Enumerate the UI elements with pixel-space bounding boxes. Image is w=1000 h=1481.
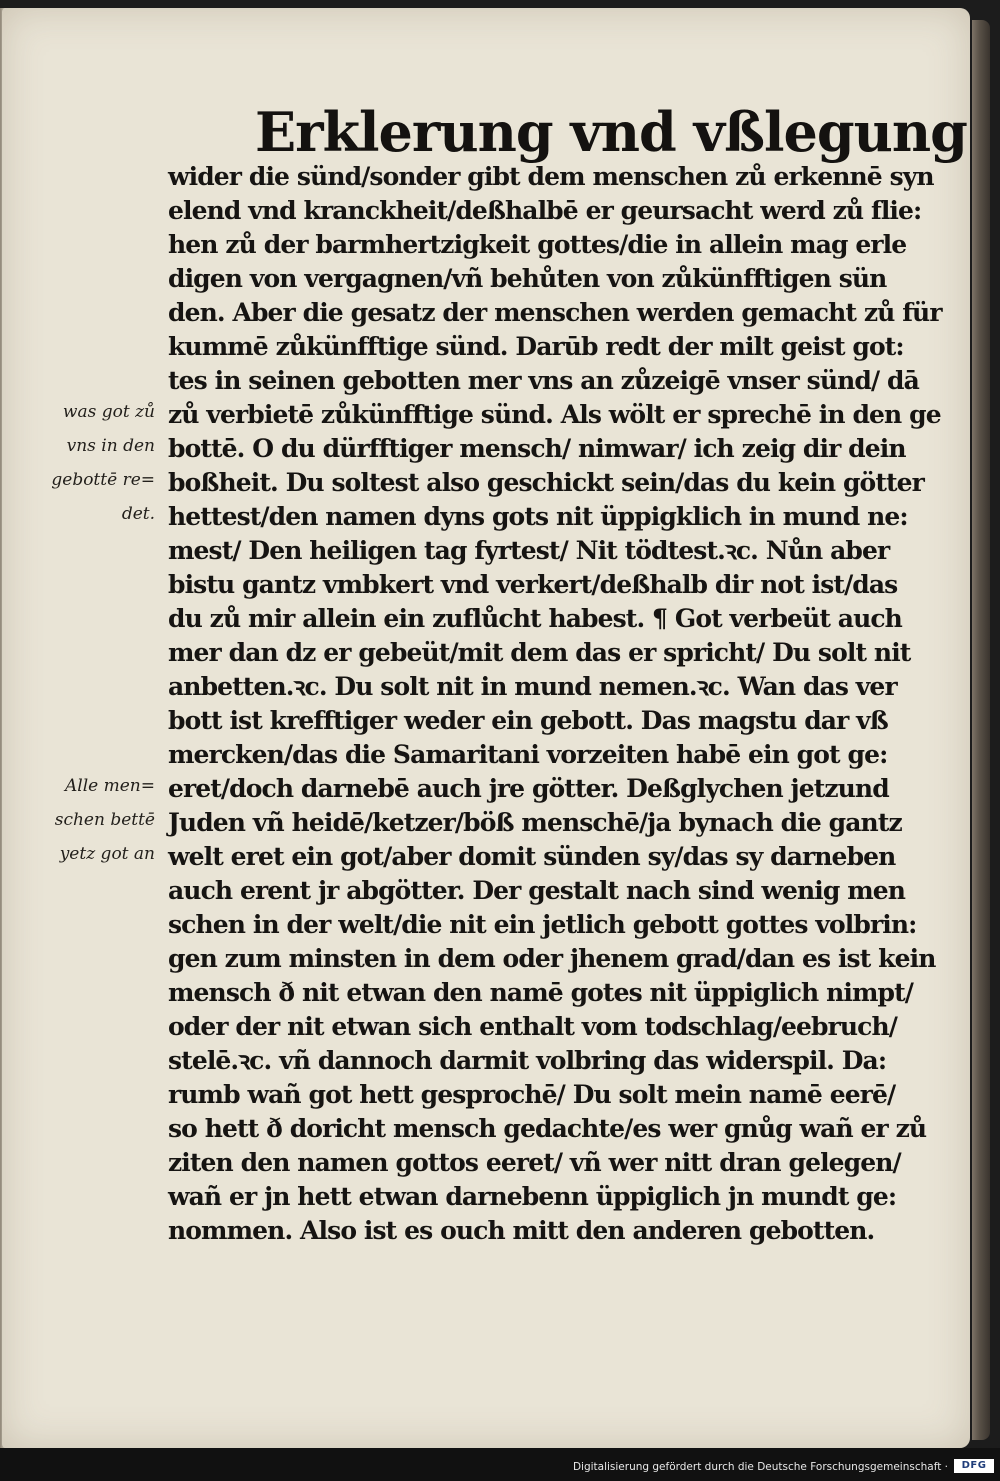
text-line: oder der nit etwan sich enthalt vom todschlag/eebruch/ (168, 1012, 898, 1041)
dfg-logo: DFG (954, 1459, 994, 1473)
text-line: rumb wañ got hett gesprochē/ Du solt mein namē eerē/ (168, 1080, 896, 1109)
text-line: elend vnd kranckheit/deßhalbē er geursacht werd zů flie: (168, 196, 922, 225)
text-line: schen in der welt/die nit ein jetlich gebott gottes volbrin: (168, 910, 917, 939)
text-line: bistu gantz vmbkert vnd verkert/deßhalb dir not ist/das (168, 570, 898, 599)
text-line: digen von vergagnen/vñ behůten von zůkünfftigen sün (168, 264, 887, 293)
margin-note-line: det. (121, 504, 155, 524)
margin-note-line: yetz got an (59, 844, 155, 864)
main-text-block (168, 160, 942, 1248)
text-line: mest/ Den heiligen tag fyrtest/ Nit tödtest.ꝛc. Nůn aber (168, 536, 890, 565)
text-line: gen zum minsten in dem oder jhenem grad/dan es ist kein (168, 944, 936, 973)
text-line: wider die sünd/sonder gibt dem menschen zů erkennē syn (168, 162, 934, 191)
text-line: kummē zůkünfftige sünd. Darūb redt der milt geist got: (168, 332, 904, 361)
text-line: mer dan dz er gebeüt/mit dem das er spricht/ Du solt nit (168, 638, 911, 667)
text-line: stelē.ꝛc. vñ dannoch darmit volbring das widerspil. Da: (168, 1046, 887, 1075)
text-line: ziten den namen gottos eeret/ vñ wer nitt dran gelegen/ (168, 1148, 901, 1177)
margin-note-line: was got zů (62, 402, 155, 422)
text-line: welt eret ein got/aber domit sünden sy/das sy darneben (168, 842, 896, 871)
text-line: wañ er jn hett etwan darnebenn üppiglich jn mundt ge: (168, 1182, 897, 1211)
margin-note-line: Alle men= (65, 776, 155, 796)
text-line: bott ist krefftiger weder ein gebott. Das magstu dar vß (168, 706, 888, 735)
text-line: so hett ð doricht mensch gedachte/es wer gnůg wañ er zů (168, 1114, 927, 1143)
text-line: bottē. O du dürfftiger mensch/ nimwar/ ich zeig dir dein (168, 434, 906, 463)
text-line: hettest/den namen dyns gots nit üppigklich in mund ne: (168, 502, 908, 531)
footer-bar (0, 1448, 1000, 1481)
text-line: zů verbietē zůkünfftige sünd. Als wölt er sprechē in den ge (168, 400, 941, 429)
text-line: eret/doch darnebē auch jre götter. Deßglychen jetzund (168, 774, 889, 803)
margin-note-line: schen bettē (54, 810, 155, 830)
text-line: nommen. Also ist es ouch mitt den anderen gebotten. (168, 1216, 875, 1245)
text-line: den. Aber die gesatz der menschen werden gemacht zů für (168, 298, 942, 327)
page-fore-edge (972, 20, 990, 1440)
text-line: boßheit. Du soltest also geschickt sein/das du kein götter (168, 468, 924, 497)
running-head: Erklerung vnd vßlegung (255, 100, 967, 164)
text-line: Juden vñ heidē/ketzer/böß menschē/ja bynach die gantz (168, 808, 902, 837)
text-line: auch erent jr abgötter. Der gestalt nach sind wenig men (168, 876, 906, 905)
text-line: mercken/das die Samaritani vorzeiten habē ein got ge: (168, 740, 888, 769)
text-line: mensch ð nit etwan den namē gotes nit üppiglich nimpt/ (168, 978, 913, 1007)
text-line: hen zů der barmhertzigkeit gottes/die in allein mag erle (168, 230, 907, 259)
text-line: tes in seinen gebotten mer vns an zůzeigē vnser sünd/ dā (168, 366, 919, 395)
text-line: du zů mir allein ein zuflůcht habest. ¶ Got verbeüt auch (168, 604, 902, 633)
margin-note-line: vns in den (66, 436, 155, 456)
text-line: anbetten.ꝛc. Du solt nit in mund nemen.ꝛc. Wan das ver (168, 672, 897, 701)
funding-credit: Digitalisierung gefördert durch die Deutsche Forschungsgemeinschaft · (572, 1461, 948, 1473)
margin-note-line: gebottē re= (51, 470, 155, 490)
